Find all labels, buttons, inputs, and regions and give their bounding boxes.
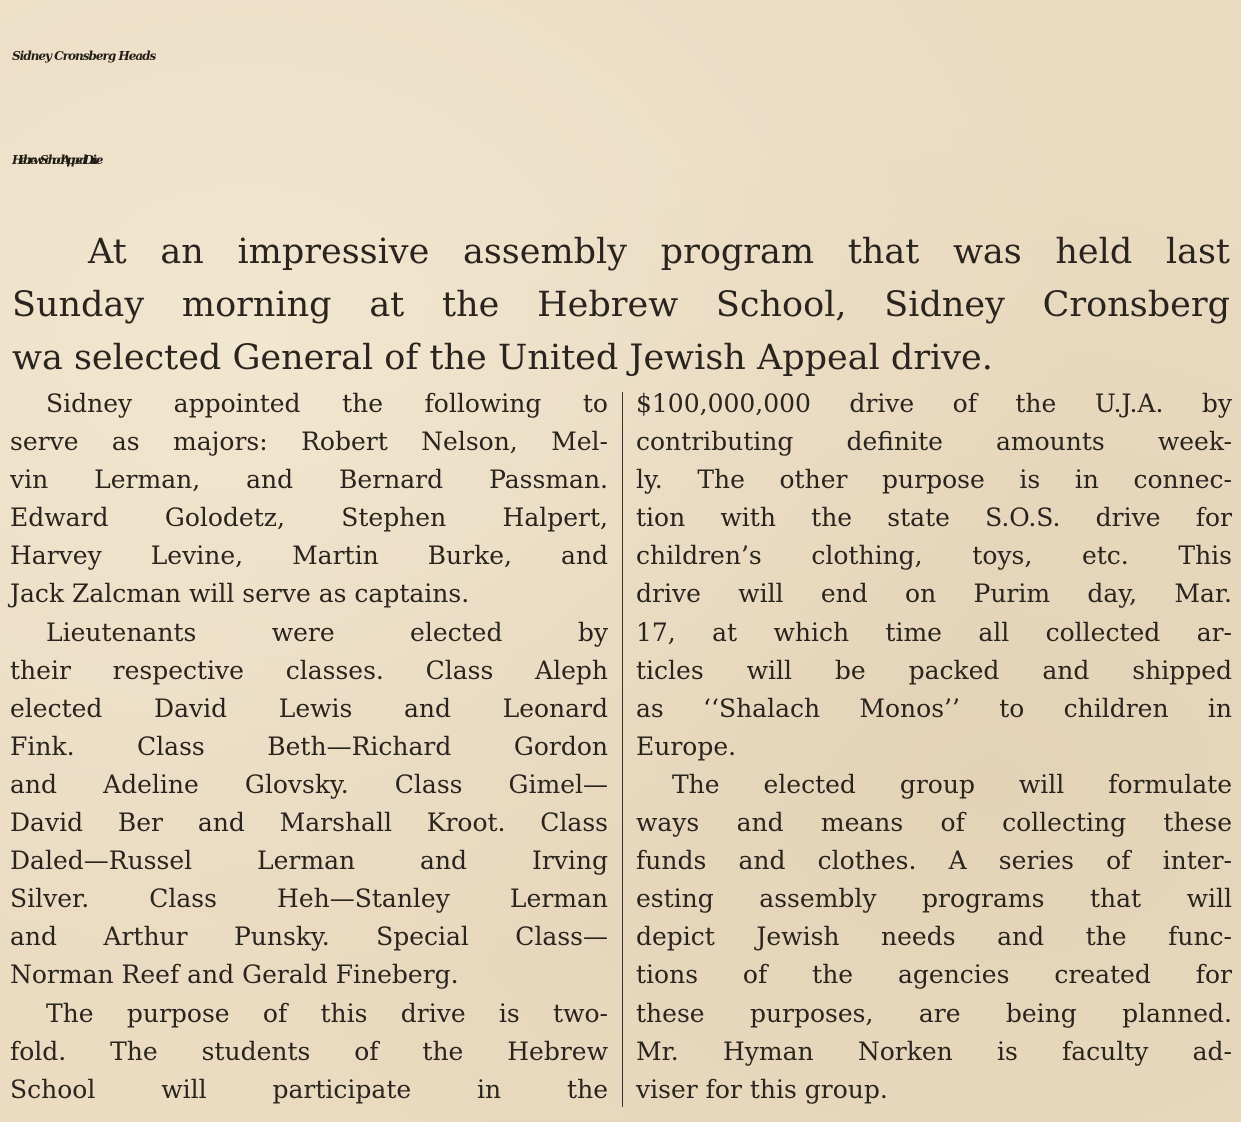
article-column-right: [636, 385, 1232, 1109]
column-line: Europe.: [636, 731, 737, 761]
column-line: Norman Reef and Gerald Fineberg.: [10, 960, 459, 990]
column-line: and Arthur Punsky. Special Class—: [10, 922, 608, 952]
column-line: ly. The other purpose is in connec-: [636, 465, 1232, 495]
column-line: contributing definite amounts week-: [636, 427, 1232, 457]
lead-line: Sunday morning at the Hebrew School, Sidney Cronsberg: [12, 285, 1230, 325]
column-line: The elected group will formulate: [672, 769, 1232, 799]
column-line: as ‘‘Shalach Monos’’ to children in: [636, 693, 1232, 723]
column-line: children’s clothing, toys, etc. This: [636, 541, 1232, 571]
column-line: depict Jewish needs and the func-: [636, 922, 1232, 952]
column-line: vin Lerman, and Bernard Passman.: [10, 465, 608, 495]
column-line: drive will end on Purim day, Mar.: [636, 579, 1232, 609]
column-line: The purpose of this drive is two-: [46, 998, 608, 1028]
article-column-left: [10, 385, 608, 1109]
column-line: Sidney appointed the following to: [46, 389, 608, 418]
lead-line: wa selected General of the United Jewish Appeal drive.: [12, 338, 993, 378]
column-line: elected David Lewis and Leonard: [10, 693, 608, 723]
headline-line-2: Hebrew School Appeal Drive: [12, 153, 100, 167]
column-line: these purposes, are being planned.: [636, 998, 1232, 1028]
column-line: tion with the state S.O.S. drive for: [636, 503, 1232, 533]
column-line: ticles will be packed and shipped: [636, 655, 1232, 685]
column-line: David Ber and Marshall Kroot. Class: [10, 808, 608, 838]
column-line: School will participate in the: [10, 1074, 608, 1104]
column-line: Daled—Russel Lerman and Irving: [10, 846, 608, 876]
column-line: serve as majors: Robert Nelson, Mel-: [10, 427, 608, 457]
column-line: Lieutenants were elected by: [46, 617, 608, 647]
column-line: Harvey Levine, Martin Burke, and: [10, 541, 608, 571]
headline: [12, 4, 1232, 212]
lead-paragraph: [12, 226, 1230, 385]
column-line: viser for this group.: [636, 1074, 888, 1104]
column-line: ways and means of collecting these: [636, 808, 1232, 838]
column-line: 17, at which time all collected ar-: [636, 617, 1232, 647]
column-line: Mr. Hyman Norken is faculty ad-: [636, 1036, 1232, 1066]
column-divider: [622, 392, 623, 1107]
column-line: and Adeline Glovsky. Class Gimel—: [10, 769, 608, 799]
column-line: Fink. Class Beth—Richard Gordon: [10, 731, 608, 761]
column-line: Jack Zalcman will serve as captains.: [10, 579, 470, 609]
column-line: fold. The students of the Hebrew: [10, 1036, 608, 1066]
column-line: tions of the agencies created for: [636, 960, 1232, 990]
column-line: esting assembly programs that will: [636, 884, 1232, 914]
column-line: funds and clothes. A series of inter-: [636, 846, 1232, 876]
column-line: their respective classes. Class Aleph: [10, 655, 608, 685]
column-line: $100,000,000 drive of the U.J.A. by: [636, 389, 1232, 418]
headline-line-1: Sidney Cronsberg Heads: [12, 49, 156, 63]
lead-line: At an impressive assembly program that was held last: [88, 232, 1230, 272]
column-line: Edward Golodetz, Stephen Halpert,: [10, 503, 608, 533]
column-line: Silver. Class Heh—Stanley Lerman: [10, 884, 608, 914]
